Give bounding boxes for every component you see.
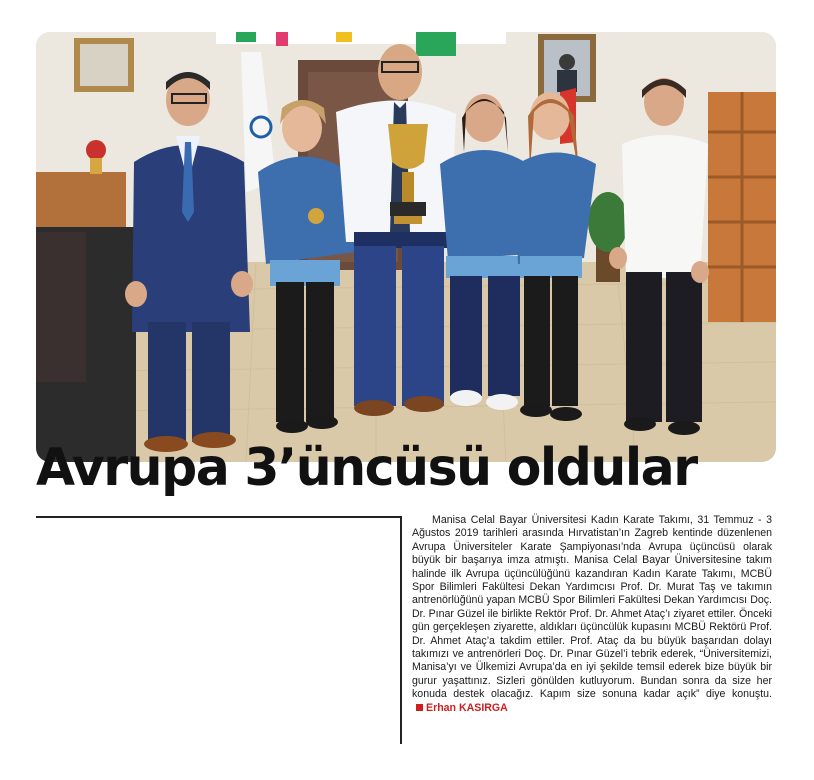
article-body-text: Manisa Celal Bayar Üniversitesi Kadın Karate Takımı, 31 Temmuz - 3 Ağustos 2019 tarihleri arasında Hırvatistan’ın Zagreb kentinde düzenlenen Avrupa Üniversiteler Karate Şampiyonası’nda Avrupa üçüncüsü olarak büyük bir başarıya imza atmıştı. Manisa Celal Bayar Üniversitesine takım halinde ilk Avrupa üçüncülüğünü kazandıran Kadın Karate Takımı, MCBÜ Spor Bilimleri Fakültesi Dekan Yardımcısı Prof. Dr. Murat Taş ve takımın antrenörlüğünü yapan MCBÜ Spor Bilimleri Fakültesi Dekan Yardımcısı Doç. Dr. Pınar Güzel ile birlikte Rektör Prof. Dr. Ahmet Ataç’ı ziyaret ettiler. Önceki gün gerçekleşen ziyarette, aldıkları üçüncülük kupasını MCBÜ Rektörü Prof. Dr. Ahmet Ataç’a takdim ettiler. Prof. Ataç da bu büyük başarıdan dolayı takımızı ve antrenörleri Doç. Dr. Pınar Güzel’i tebrik ederek, “Üniversitemizi, Manisa’yı ve Ülkemizi Avrupa’da en iyi şekilde temsil ederek bize büyük bir gurur yaşattınız. Sizleri gönülden kutluyorum. Bundan sonra da size her konuda destek olacağız. Kapım size sonuna kadar açık” diye konuştu. (412, 514, 772, 701)
empty-column-frame (36, 516, 402, 744)
author-marker-icon (416, 704, 423, 711)
article-body (412, 514, 772, 715)
article-headline: Avrupa 3’üncüsü oldular (36, 438, 697, 498)
author-byline (412, 702, 508, 714)
author-name: Erhan KASIRGA (426, 701, 508, 714)
team-photo-illustration (36, 32, 776, 462)
news-photo (36, 32, 776, 462)
